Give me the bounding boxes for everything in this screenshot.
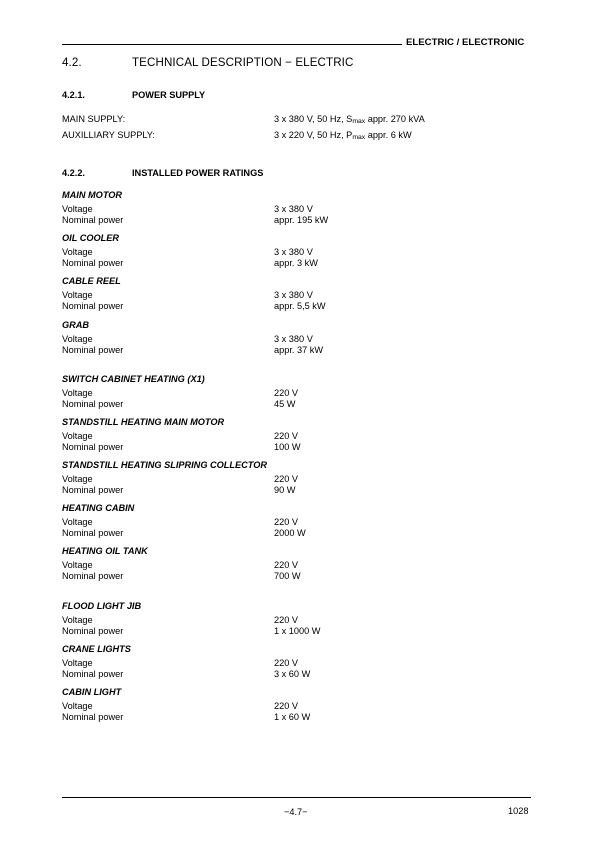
main-supply-value: 3 x 380 V, 50 Hz, $S_{max}$ appr. 270 kVA (274, 114, 425, 125)
voltage-label: Voltage (62, 334, 93, 344)
voltage-label: Voltage (62, 701, 93, 711)
nominal-power-label: Nominal power (62, 258, 124, 268)
voltage-value: 3 x 380 V (274, 204, 313, 214)
section-title: TECHNICAL DESCRIPTION − ELECTRIC (132, 56, 354, 69)
nominal-power-value: 700 W (274, 571, 301, 581)
subsection-title-power-supply: POWER SUPPLY (132, 90, 206, 100)
nominal-power-value: 3 x 60 W (274, 669, 311, 679)
voltage-value: 220 V (274, 560, 299, 570)
voltage-value: 220 V (274, 658, 299, 668)
rating-group-title: STANDSTILL HEATING SLIPRING COLLECTOR (62, 460, 268, 470)
nominal-power-value: appr. 5,5 kW (274, 301, 326, 311)
nominal-power-value: 1 x 1000 W (274, 626, 321, 636)
voltage-value: 220 V (274, 517, 299, 527)
nominal-power-value: 100 W (274, 442, 301, 452)
nominal-power-label: Nominal power (62, 528, 124, 538)
voltage-value: 220 V (274, 701, 299, 711)
subsection-title-ratings: INSTALLED POWER RATINGS (132, 168, 264, 178)
nominal-power-label: Nominal power (62, 485, 124, 495)
nominal-power-label: Nominal power (62, 399, 124, 409)
footer-rule (62, 797, 531, 798)
voltage-label: Voltage (62, 431, 93, 441)
section-number: 4.2. (62, 56, 82, 69)
nominal-power-label: Nominal power (62, 442, 124, 452)
voltage-label: Voltage (62, 560, 93, 570)
rating-group-title: CABIN LIGHT (62, 687, 122, 697)
nominal-power-value: 45 W (274, 399, 296, 409)
nominal-power-label: Nominal power (62, 301, 124, 311)
main-supply-label: MAIN SUPPLY: (62, 114, 126, 124)
voltage-value: 3 x 380 V (274, 247, 313, 257)
voltage-label: Voltage (62, 474, 93, 484)
header-rule (62, 44, 402, 45)
nominal-power-value: 90 W (274, 485, 296, 495)
nominal-power-label: Nominal power (62, 345, 124, 355)
rating-group-title: CABLE REEL (62, 276, 121, 286)
voltage-value: 220 V (274, 431, 299, 441)
nominal-power-value: 2000 W (274, 528, 306, 538)
voltage-label: Voltage (62, 290, 93, 300)
nominal-power-value: appr. 37 kW (274, 345, 324, 355)
rating-group-title: FLOOD LIGHT JIB (62, 601, 142, 611)
voltage-label: Voltage (62, 658, 93, 668)
rating-group-title: HEATING CABIN (62, 503, 135, 513)
nominal-power-label: Nominal power (62, 215, 124, 225)
nominal-power-value: appr. 3 kW (274, 258, 318, 268)
aux-supply-label: AUXILLIARY SUPPLY: (62, 130, 155, 140)
rating-group-title: SWITCH CABINET HEATING (X1) (62, 374, 205, 384)
nominal-power-label: Nominal power (62, 571, 124, 581)
nominal-power-value: 1 x 60 W (274, 712, 311, 722)
rating-group-title: OIL COOLER (62, 233, 119, 243)
nominal-power-label: Nominal power (62, 669, 124, 679)
voltage-label: Voltage (62, 388, 93, 398)
voltage-value: 220 V (274, 388, 299, 398)
subsection-number-power-supply: 4.2.1. (62, 90, 85, 100)
nominal-power-label: Nominal power (62, 626, 124, 636)
rating-group-title: HEATING OIL TANK (62, 546, 148, 556)
voltage-label: Voltage (62, 517, 93, 527)
voltage-label: Voltage (62, 615, 93, 625)
document-number: 1028 (508, 806, 529, 816)
voltage-label: Voltage (62, 204, 93, 214)
subsection-number-ratings: 4.2.2. (62, 168, 85, 178)
voltage-value: 3 x 380 V (274, 334, 313, 344)
voltage-label: Voltage (62, 247, 93, 257)
nominal-power-label: Nominal power (62, 712, 124, 722)
voltage-value: 3 x 380 V (274, 290, 313, 300)
rating-group-title: MAIN MOTOR (62, 190, 123, 200)
header-title: ELECTRIC / ELECTRONIC (406, 37, 525, 48)
rating-group-title: STANDSTILL HEATING MAIN MOTOR (62, 417, 225, 427)
page-number: −4.7− (284, 807, 308, 817)
nominal-power-value: appr. 195 kW (274, 215, 329, 225)
voltage-value: 220 V (274, 615, 299, 625)
voltage-value: 220 V (274, 474, 299, 484)
aux-supply-value: 3 x 220 V, 50 Hz, $P_{max}$ appr. 6 kW (274, 130, 412, 141)
rating-group-title: GRAB (62, 320, 90, 330)
rating-group-title: CRANE LIGHTS (62, 644, 131, 654)
